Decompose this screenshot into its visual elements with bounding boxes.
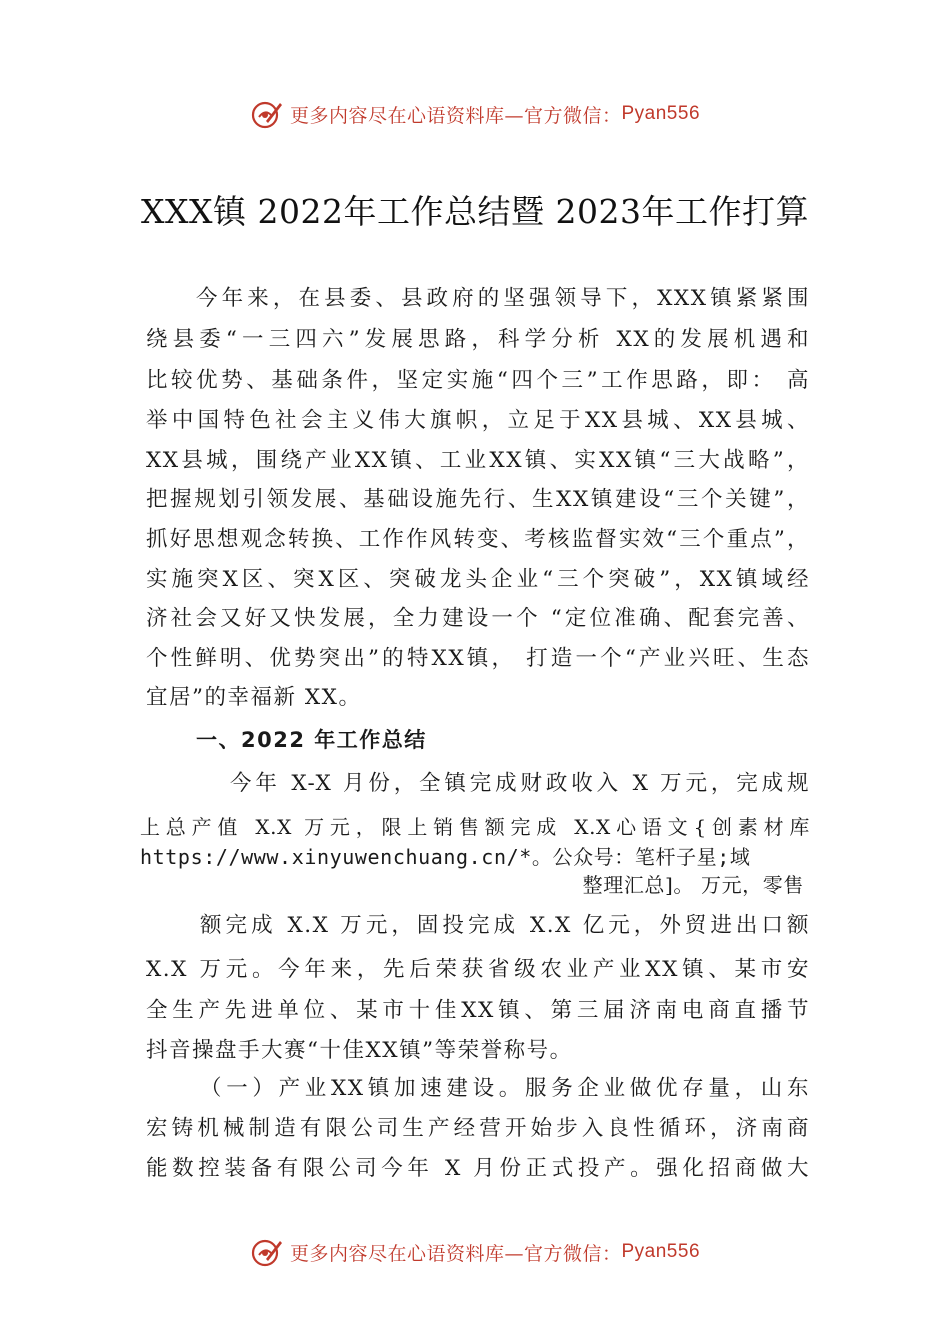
paragraph-line: 宏铸机械制造有限公司生产经营开始步入良性循环，济南商 [146,1116,810,1141]
paragraph-line: 实施突X区、突X区、突破龙头企业“三个突破”，XX镇域经 [146,567,810,592]
banner-wechat-id: Pyan556 [621,1241,701,1262]
paragraph-line: 济社会又好又快发展，全力建设一个 “定位准确、配套完善、 [146,606,810,631]
paragraph-line: 抓好思想观念转换、工作作风转变、考核监督实效“三个重点”， [146,527,810,552]
paragraph-line: 今年 X-X 月份，全镇完成财政收入 X 万元，完成规 [230,771,810,796]
pen-logo-icon [250,1235,284,1269]
footer-watermark-banner [0,1232,950,1272]
paragraph-line: 能数控装备有限公司今年 X 月份正式投产。强化招商做大 [146,1156,810,1181]
url-line: https://www.xinyuwenchuang.cn/*。公众号：笔杆子星;域 [140,845,751,869]
paragraph-line: XX县城，围绕产业XX镇、工业XX镇、实XX镇“三大战略”， [146,448,810,473]
paragraph-line: 举中国特色社会主义伟大旗帜，立足于XX县城、XX县城、 [146,408,810,433]
paragraph-line: 全生产先进单位、某市十佳XX镇、第三届济南电商直播节 [146,998,810,1023]
paragraph-line: 把握规划引领发展、基础设施先行、生XX镇建设“三个关键”， [146,487,810,512]
section-heading: 一、2022 年工作总结 [196,728,427,752]
paragraph-line: 今年来，在县委、县政府的坚强领导下，XXX镇紧紧围 [196,286,810,311]
paragraph-line: 绕县委“一三四六”发展思路，科学分析 XX的发展机遇和 [146,327,810,352]
banner-wechat-id: Pyan556 [621,103,701,124]
subsection-line: （一）产业XX镇加速建设。服务企业做优存量，山东 [200,1076,810,1101]
paragraph-line: 整理汇总]。 万元，零售 [582,873,804,897]
paragraph-line: 上总产值 X.X 万元，限上销售额完成 X.X心语文{创素材库 [140,815,810,839]
paragraph-line: 额完成 X.X 万元，固投完成 X.X 亿元，外贸进出口额 [200,913,810,938]
paragraph-line: X.X 万元。今年来，先后荣获省级农业产业XX镇、某市安 [146,957,810,982]
paragraph-line: 个性鲜明、优势突出”的特XX镇， 打造一个“产业兴旺、生态 [146,646,810,671]
header-watermark-banner [0,94,950,134]
pen-logo-icon [250,97,284,131]
paragraph-line: 比较优势、基础条件，坚定实施“四个三”工作思路，即： 高 [146,368,810,393]
paragraph-line: 宜居”的幸福新 XX。 [146,685,362,710]
banner-text: 更多内容尽在心语资料库—官方微信： [289,1242,622,1265]
banner-text: 更多内容尽在心语资料库—官方微信： [289,104,622,127]
paragraph-line: 抖音操盘手大赛“十佳XX镇”等荣誉称号。 [146,1038,573,1063]
document-title: XXX镇 2022年工作总结暨 2023年工作打算 [141,192,809,231]
